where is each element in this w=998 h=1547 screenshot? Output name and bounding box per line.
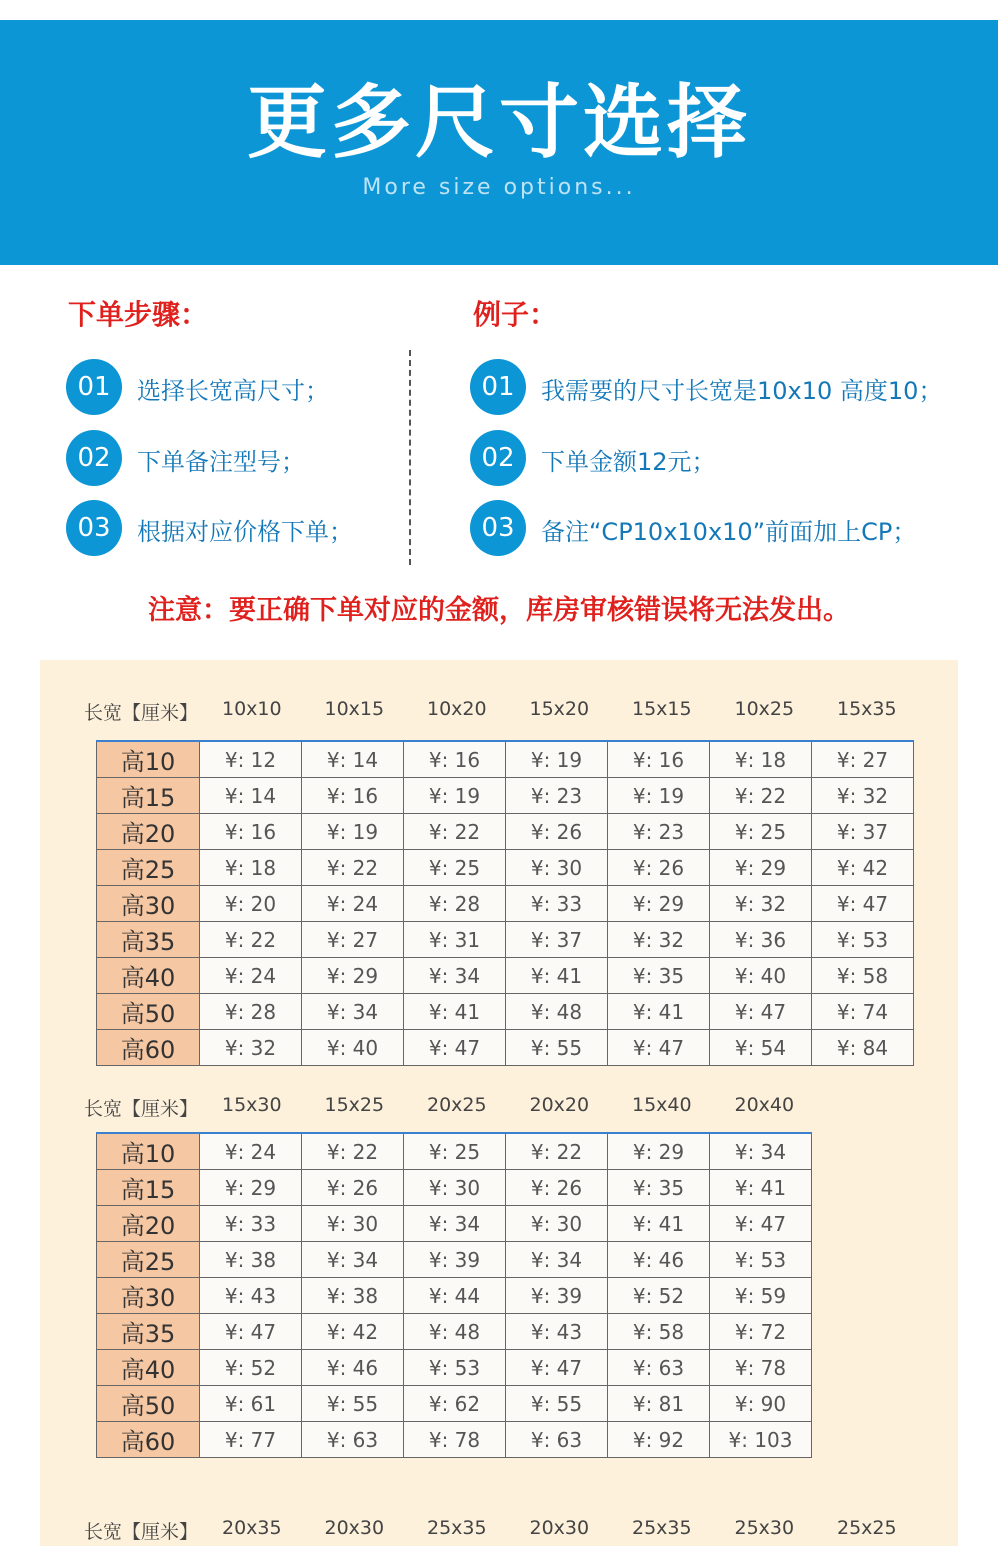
order-steps-heading: 下单步骤： [68,298,209,331]
price-cell: ¥: 26 [302,1170,404,1206]
price-cell: ¥: 42 [302,1314,404,1350]
size-header-cell: 20x30 [324,1517,385,1539]
price-cell: ¥: 41 [710,1170,812,1206]
size-header-cell: 10x25 [734,698,795,720]
height-cell: 高35 [97,922,200,958]
price-cell: ¥: 25 [710,814,812,850]
size-header-cell: 20x40 [734,1094,795,1116]
height-cell: 高60 [97,1422,200,1458]
price-cell: ¥: 47 [506,1350,608,1386]
step-text: 下单金额12元； [541,448,716,476]
step-text: 备注“CP10x10x10”前面加上CP； [541,518,917,546]
size-header-row [0,1517,998,1547]
price-cell: ¥: 53 [812,922,914,958]
price-cell: ¥: 42 [812,850,914,886]
size-header-row [0,698,998,728]
price-cell: ¥: 35 [608,958,710,994]
step-text: 我需要的尺寸长宽是10x10 高度10； [541,377,943,405]
step-text: 选择长宽高尺寸； [137,377,329,405]
table-row [97,1350,812,1386]
price-cell: ¥: 32 [710,886,812,922]
price-cell: ¥: 28 [200,994,302,1030]
price-cell: ¥: 47 [710,994,812,1030]
table-row [97,922,914,958]
price-cell: ¥: 19 [608,778,710,814]
height-cell: 高30 [97,886,200,922]
price-cell: ¥: 33 [506,886,608,922]
price-cell: ¥: 84 [812,1030,914,1066]
table-row [97,1206,812,1242]
price-cell: ¥: 43 [200,1278,302,1314]
size-header-cell: 20x20 [529,1094,590,1116]
size-header-label: 长宽【厘米】 [84,1098,199,1120]
price-cell: ¥: 34 [302,994,404,1030]
price-cell: ¥: 14 [200,778,302,814]
price-cell: ¥: 24 [302,886,404,922]
price-cell: ¥: 28 [404,886,506,922]
price-cell: ¥: 78 [710,1350,812,1386]
price-cell: ¥: 22 [506,1133,608,1170]
size-header-cell: 15x25 [324,1094,385,1116]
size-header-cell: 25x35 [632,1517,692,1539]
price-cell: ¥: 35 [608,1170,710,1206]
column-divider [409,350,411,565]
price-cell: ¥: 40 [302,1030,404,1066]
price-cell: ¥: 78 [404,1422,506,1458]
price-cell: ¥: 32 [812,778,914,814]
table-row [97,741,914,778]
price-cell: ¥: 55 [506,1386,608,1422]
table-row [97,1386,812,1422]
height-cell: 高25 [97,1242,200,1278]
example-heading: 例子： [473,298,558,331]
price-cell: ¥: 31 [404,922,506,958]
price-cell: ¥: 24 [200,1133,302,1170]
price-cell: ¥: 30 [302,1206,404,1242]
size-header-cell: 20x25 [427,1094,487,1116]
price-cell: ¥: 19 [506,741,608,778]
price-cell: ¥: 30 [506,1206,608,1242]
header-banner [0,20,998,265]
height-cell: 高15 [97,1170,200,1206]
price-cell: ¥: 55 [506,1030,608,1066]
price-cell: ¥: 16 [200,814,302,850]
price-cell: ¥: 16 [608,741,710,778]
step-number-badge: 03 [66,500,122,556]
price-cell: ¥: 81 [608,1386,710,1422]
table-row [97,850,914,886]
step-number-badge: 03 [470,500,526,556]
price-cell: ¥: 26 [506,1170,608,1206]
price-cell: ¥: 22 [200,922,302,958]
price-cell: ¥: 41 [404,994,506,1030]
table-row [97,1314,812,1350]
price-cell: ¥: 90 [710,1386,812,1422]
height-cell: 高15 [97,778,200,814]
price-cell: ¥: 58 [812,958,914,994]
height-cell: 高10 [97,1133,200,1170]
price-cell: ¥: 39 [404,1242,506,1278]
price-cell: ¥: 47 [608,1030,710,1066]
price-cell: ¥: 25 [404,1133,506,1170]
price-cell: ¥: 41 [506,958,608,994]
price-cell: ¥: 34 [710,1133,812,1170]
price-cell: ¥: 19 [404,778,506,814]
price-cell: ¥: 23 [506,778,608,814]
price-cell: ¥: 16 [302,778,404,814]
table-row [97,1278,812,1314]
price-cell: ¥: 63 [302,1422,404,1458]
price-table [96,740,914,1066]
price-cell: ¥: 37 [812,814,914,850]
price-cell: ¥: 103 [710,1422,812,1458]
price-cell: ¥: 74 [812,994,914,1030]
size-header-cell: 20x35 [222,1517,282,1539]
price-cell: ¥: 29 [710,850,812,886]
price-cell: ¥: 62 [404,1386,506,1422]
price-cell: ¥: 58 [608,1314,710,1350]
price-cell: ¥: 46 [608,1242,710,1278]
price-cell: ¥: 53 [710,1242,812,1278]
price-cell: ¥: 24 [200,958,302,994]
table-row [97,958,914,994]
height-cell: 高20 [97,814,200,850]
size-header-label: 长宽【厘米】 [84,702,199,724]
price-cell: ¥: 18 [710,741,812,778]
size-header-cell: 20x30 [529,1517,590,1539]
price-cell: ¥: 72 [710,1314,812,1350]
price-cell: ¥: 34 [404,1206,506,1242]
size-header-label: 长宽【厘米】 [84,1521,199,1543]
table-row [97,778,914,814]
price-table [96,1132,812,1458]
price-cell: ¥: 34 [404,958,506,994]
size-header-cell: 25x30 [734,1517,795,1539]
size-header-cell: 15x35 [837,698,897,720]
price-cell: ¥: 34 [302,1242,404,1278]
price-cell: ¥: 23 [608,814,710,850]
price-cell: ¥: 30 [404,1170,506,1206]
size-header-cell: 15x40 [632,1094,692,1116]
height-cell: 高50 [97,1386,200,1422]
price-cell: ¥: 48 [404,1314,506,1350]
price-cell: ¥: 46 [302,1350,404,1386]
height-cell: 高40 [97,958,200,994]
price-cell: ¥: 26 [608,850,710,886]
price-cell: ¥: 53 [404,1350,506,1386]
price-cell: ¥: 40 [710,958,812,994]
table-row [97,1422,812,1458]
banner-title: 更多尺寸选择 [247,76,751,169]
size-header-cell: 25x25 [837,1517,897,1539]
price-cell: ¥: 41 [608,1206,710,1242]
price-cell: ¥: 63 [506,1422,608,1458]
step-text: 根据对应价格下单； [137,518,353,546]
height-cell: 高10 [97,741,200,778]
step-number-badge: 02 [66,430,122,486]
order-notice: 注意：要正确下单对应的金额，库房审核错误将无法发出。 [148,595,850,626]
price-cell: ¥: 52 [200,1350,302,1386]
price-cell: ¥: 59 [710,1278,812,1314]
price-cell: ¥: 92 [608,1422,710,1458]
size-header-cell: 25x35 [427,1517,487,1539]
price-cell: ¥: 14 [302,741,404,778]
price-cell: ¥: 26 [506,814,608,850]
step-number-badge: 01 [470,359,526,415]
price-cell: ¥: 27 [812,741,914,778]
price-cell: ¥: 18 [200,850,302,886]
size-header-cell: 15x20 [529,698,590,720]
price-cell: ¥: 48 [506,994,608,1030]
price-cell: ¥: 38 [200,1242,302,1278]
height-cell: 高30 [97,1278,200,1314]
price-cell: ¥: 47 [710,1206,812,1242]
size-header-cell: 10x15 [324,698,385,720]
size-header-cell: 10x10 [222,698,282,720]
price-cell: ¥: 19 [302,814,404,850]
height-cell: 高50 [97,994,200,1030]
size-header-cell: 15x30 [222,1094,282,1116]
price-cell: ¥: 36 [710,922,812,958]
price-cell: ¥: 39 [506,1278,608,1314]
price-cell: ¥: 32 [200,1030,302,1066]
table-row [97,886,914,922]
step-number-badge: 02 [470,430,526,486]
price-cell: ¥: 27 [302,922,404,958]
price-cell: ¥: 38 [302,1278,404,1314]
price-cell: ¥: 52 [608,1278,710,1314]
price-cell: ¥: 47 [812,886,914,922]
price-cell: ¥: 54 [710,1030,812,1066]
step-text: 下单备注型号； [137,448,305,476]
price-cell: ¥: 29 [608,886,710,922]
price-cell: ¥: 30 [506,850,608,886]
price-cell: ¥: 77 [200,1422,302,1458]
price-cell: ¥: 12 [200,741,302,778]
price-cell: ¥: 22 [302,1133,404,1170]
table-row [97,1242,812,1278]
price-cell: ¥: 37 [506,922,608,958]
table-row [97,1133,812,1170]
size-header-cell: 10x20 [427,698,487,720]
table-row [97,1170,812,1206]
height-cell: 高35 [97,1314,200,1350]
price-cell: ¥: 55 [302,1386,404,1422]
price-cell: ¥: 22 [710,778,812,814]
price-cell: ¥: 33 [200,1206,302,1242]
price-cell: ¥: 20 [200,886,302,922]
table-row [97,1030,914,1066]
banner-subtitle: More size options... [362,175,636,200]
price-cell: ¥: 16 [404,741,506,778]
price-cell: ¥: 34 [506,1242,608,1278]
price-cell: ¥: 41 [608,994,710,1030]
price-cell: ¥: 22 [302,850,404,886]
price-cell: ¥: 44 [404,1278,506,1314]
price-cell: ¥: 47 [404,1030,506,1066]
size-header-cell: 15x15 [632,698,692,720]
size-header-row [0,1094,998,1124]
price-cell: ¥: 63 [608,1350,710,1386]
price-cell: ¥: 29 [302,958,404,994]
price-cell: ¥: 22 [404,814,506,850]
price-cell: ¥: 32 [608,922,710,958]
price-cell: ¥: 61 [200,1386,302,1422]
table-row [97,814,914,850]
height-cell: 高20 [97,1206,200,1242]
height-cell: 高25 [97,850,200,886]
height-cell: 高60 [97,1030,200,1066]
price-cell: ¥: 25 [404,850,506,886]
price-cell: ¥: 29 [200,1170,302,1206]
price-cell: ¥: 29 [608,1133,710,1170]
price-cell: ¥: 43 [506,1314,608,1350]
height-cell: 高40 [97,1350,200,1386]
price-cell: ¥: 47 [200,1314,302,1350]
step-number-badge: 01 [66,359,122,415]
table-row [97,994,914,1030]
